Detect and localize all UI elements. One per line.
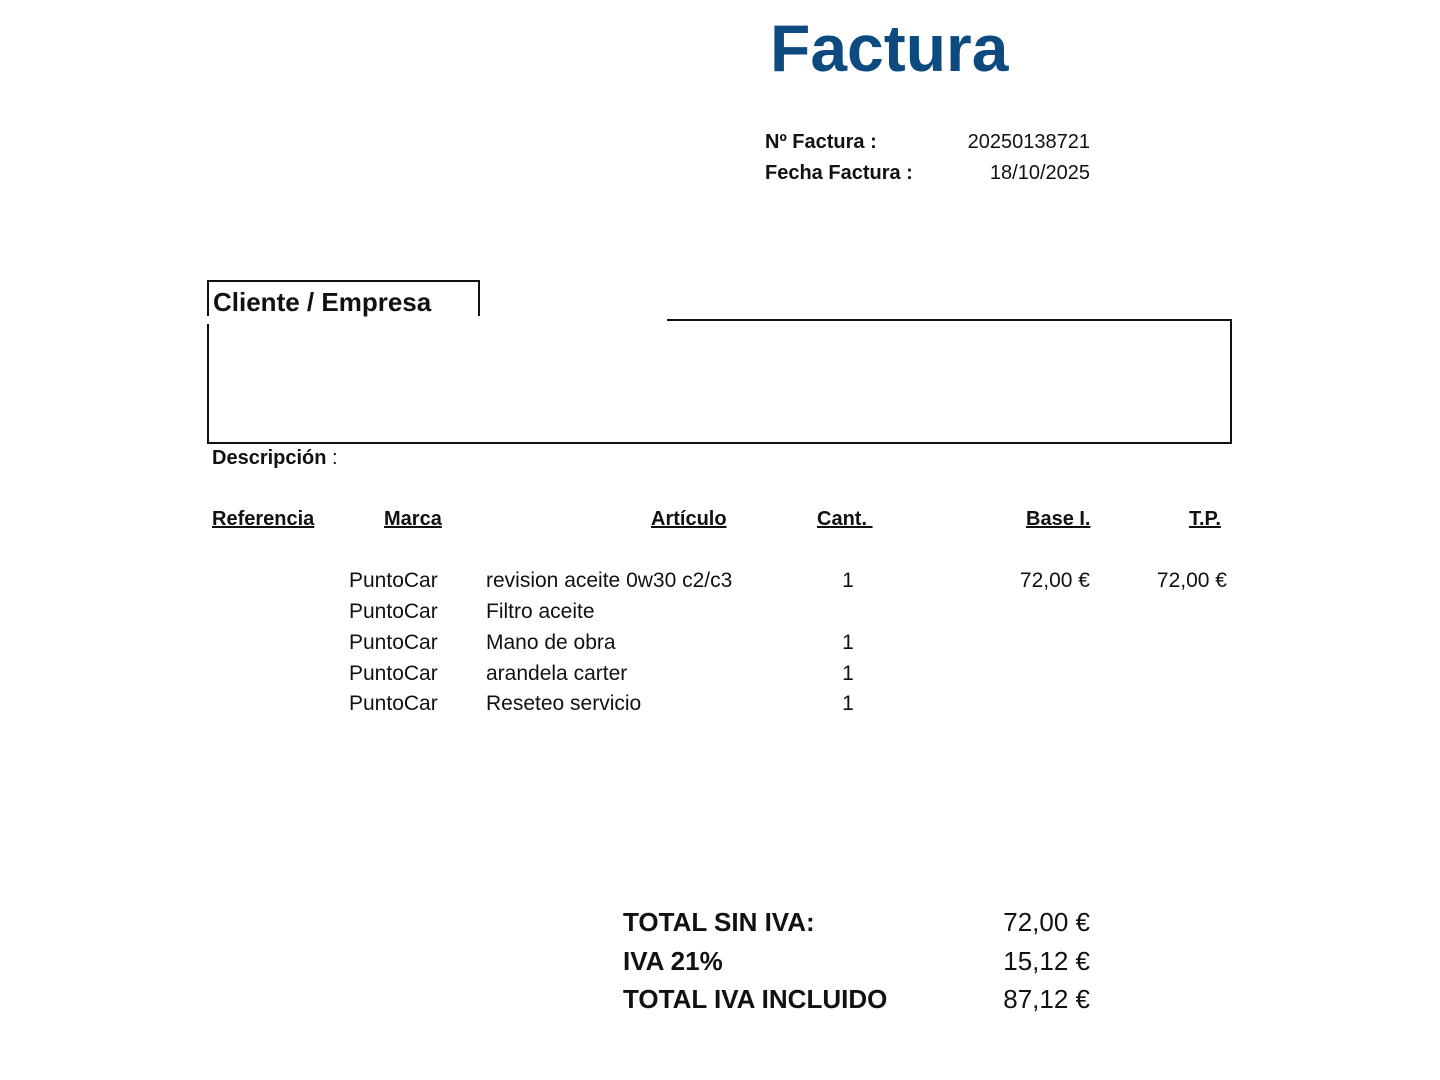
description-label [212, 447, 338, 470]
invoice-number-label: Nº Factura : [765, 131, 877, 153]
cell-articulo: Mano de obra [486, 631, 616, 654]
total-value: 87,12 € [1003, 984, 1090, 1014]
header-cantidad: Cant. [817, 508, 873, 530]
cell-articulo: Reseteo servicio [486, 692, 642, 715]
invoice-date: 18/10/2025 [989, 162, 1090, 184]
client-label: Cliente / Empresa [207, 280, 480, 316]
cell-marca: PuntoCar [349, 569, 438, 592]
client-box [207, 319, 1232, 444]
subtotal-value: 72,00 € [1003, 907, 1090, 937]
cell-tp: 72,00 € [1156, 569, 1227, 592]
total-label: TOTAL IVA INCLUIDO [623, 984, 888, 1014]
cell-articulo: arandela carter [486, 662, 628, 685]
cell-articulo: Filtro aceite [486, 600, 595, 623]
iva-value: 15,12 € [1003, 946, 1090, 976]
subtotal-label: TOTAL SIN IVA: [623, 907, 815, 937]
cell-articulo: revision aceite 0w30 c2/c3 [486, 569, 733, 592]
description-separator: : [326, 447, 338, 469]
table-row [0, 692, 1440, 723]
cell-cantidad: 1 [842, 569, 854, 592]
cell-base: 72,00 € [1019, 569, 1090, 592]
cell-marca: PuntoCar [349, 692, 438, 715]
table-row [0, 631, 1440, 662]
table-row [0, 662, 1440, 693]
table-row [0, 569, 1440, 600]
invoice-number: 20250138721 [967, 131, 1090, 153]
table-row [0, 600, 1440, 631]
header-tp: T.P. [1189, 508, 1221, 530]
cell-cantidad: 1 [842, 662, 854, 685]
iva-label: IVA 21% [623, 946, 723, 976]
header-articulo: Artículo [651, 508, 727, 530]
header-base: Base I. [1026, 508, 1091, 530]
cell-cantidad: 1 [842, 692, 854, 715]
header-marca: Marca [384, 508, 442, 530]
cell-marca: PuntoCar [349, 662, 438, 685]
cell-marca: PuntoCar [349, 631, 438, 654]
cell-marca: PuntoCar [349, 600, 438, 623]
invoice-date-label: Fecha Factura : [765, 162, 913, 184]
cell-cantidad: 1 [842, 631, 854, 654]
invoice-title: Factura [770, 11, 1009, 85]
description-label-text: Descripción [212, 447, 327, 469]
header-referencia: Referencia [212, 508, 315, 530]
